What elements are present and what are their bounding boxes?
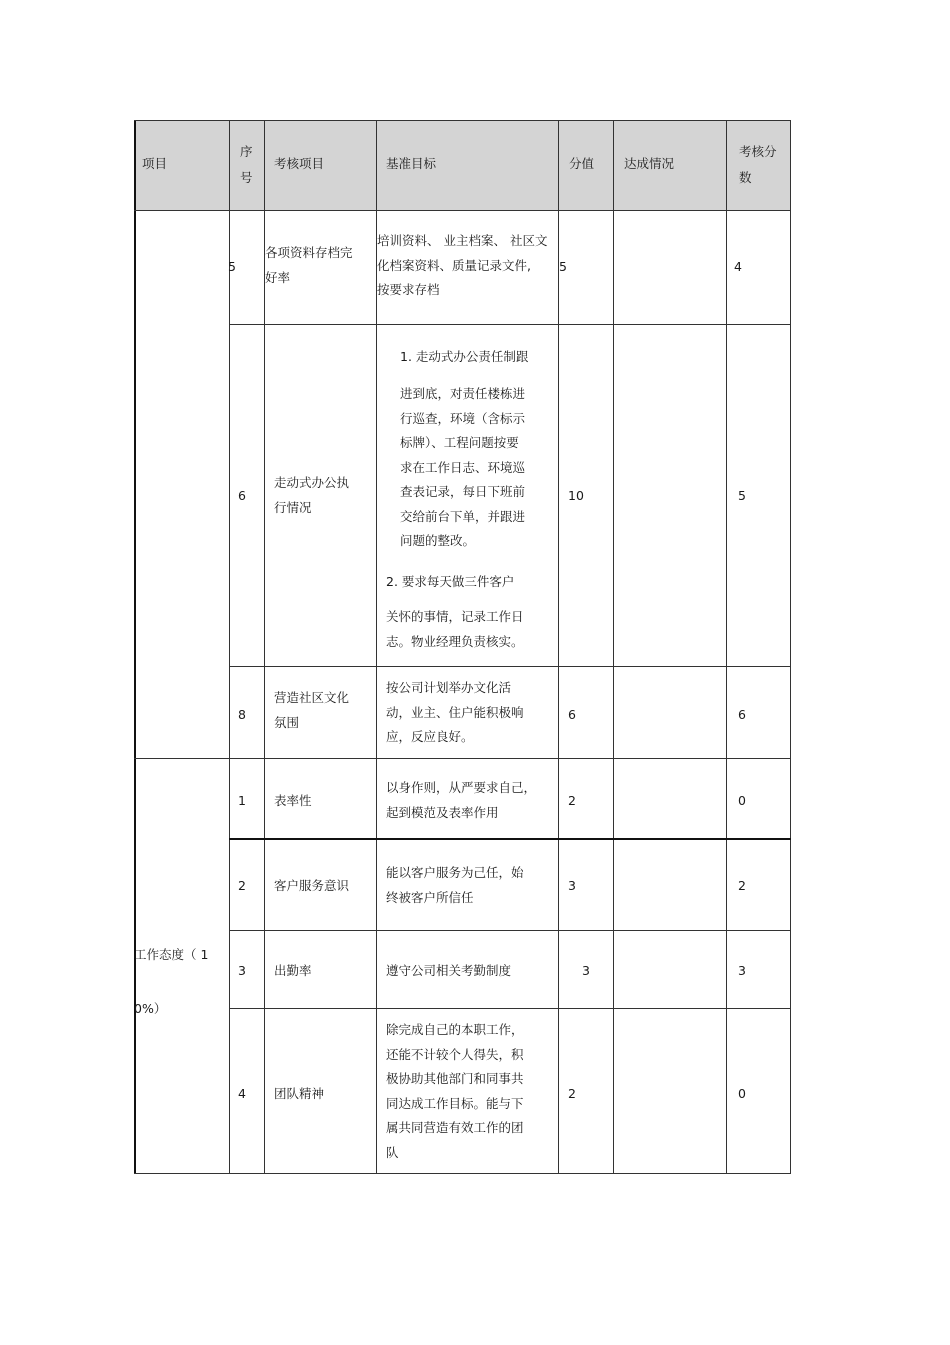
row-target-point-1-detail: 进到底，对责任楼栋进 行巡查，环境（含标示 标牌）、工程问题按要 求在工作日志、环境巡 查表记录，每日下班前 交给前台下单，并跟进 问题的整改。	[400, 386, 526, 548]
row-target: 能以客户服务为己任，始 终被客户所信任	[386, 865, 524, 905]
row-divider	[229, 1008, 791, 1009]
row-divider	[134, 120, 791, 121]
header-project: 项目	[142, 156, 168, 171]
row-target: 培训资料、 业主档案、 社区文 化档案资料、质量记录文件, 按要求存档	[377, 233, 548, 297]
row-target: 以身作则，从严要求自己， 起到模范及表率作用	[386, 780, 537, 820]
row-result: 6	[738, 707, 746, 722]
row-divider	[134, 1173, 791, 1174]
row-divider	[229, 666, 791, 667]
row-item: 走动式办公执 行情况	[274, 475, 350, 515]
row-seq: 8	[238, 707, 246, 722]
col-divider	[726, 120, 727, 1174]
row-target: 除完成自己的本职工作， 还能不计较个人得失，积 极协助其他部门和同事共 同达成工作目标。能与下 属共同营造有效工作的团 队	[386, 1022, 524, 1160]
row-target-point-2-detail: 关怀的事情，记录工作日 志。物业经理负责核实。	[386, 609, 524, 649]
header-result: 考核分 数	[739, 144, 777, 185]
row-seq: 4	[238, 1086, 246, 1101]
header-target: 基准目标	[386, 156, 437, 171]
row-seq: 6	[238, 488, 246, 503]
row-score: 6	[568, 707, 576, 722]
row-divider	[229, 930, 791, 931]
row-result: 4	[734, 259, 742, 274]
row-divider	[229, 324, 791, 325]
row-target-point-1: 1. 走动式办公责任制跟	[400, 349, 529, 364]
row-result: 0	[738, 793, 746, 808]
section-label-work-attitude: 工作态度（ 1 0%）	[134, 947, 209, 1016]
row-result: 3	[738, 963, 746, 978]
row-divider	[134, 758, 791, 759]
row-target: 按公司计划举办文化活 动，业主、住户能积极响 应，反应良好。	[386, 680, 524, 744]
row-seq: 2	[238, 878, 246, 893]
row-item: 表率性	[274, 793, 312, 808]
row-item: 各项资料存档完 好率	[265, 245, 353, 285]
row-item: 出勤率	[274, 963, 312, 978]
row-result: 2	[738, 878, 746, 893]
row-score: 2	[568, 793, 576, 808]
row-result: 5	[738, 488, 746, 503]
row-result: 0	[738, 1086, 746, 1101]
row-item: 客户服务意识	[274, 878, 350, 893]
col-divider	[613, 120, 614, 1174]
row-divider	[134, 210, 791, 211]
header-seq: 序 号	[240, 144, 253, 185]
row-item: 团队精神	[274, 1086, 325, 1101]
row-seq: 3	[238, 963, 246, 978]
header-item: 考核项目	[274, 156, 325, 171]
row-score: 2	[568, 1086, 576, 1101]
row-seq: 1	[238, 793, 246, 808]
header-status: 达成情况	[624, 156, 675, 171]
row-score: 10	[568, 488, 584, 503]
header-score: 分值	[569, 156, 595, 171]
row-seq: 5	[228, 259, 236, 274]
row-score: 3	[582, 963, 590, 978]
table-border-right	[790, 120, 791, 1174]
row-target: 遵守公司相关考勤制度	[386, 963, 512, 978]
row-target-point-2: 2. 要求每天做三件客户	[386, 574, 515, 589]
assessment-table	[134, 120, 791, 1174]
header-row-background	[134, 120, 791, 210]
row-score: 5	[559, 259, 567, 274]
row-item: 营造社区文化 氛围	[274, 690, 350, 730]
row-score: 3	[568, 878, 576, 893]
row-divider	[229, 838, 791, 840]
